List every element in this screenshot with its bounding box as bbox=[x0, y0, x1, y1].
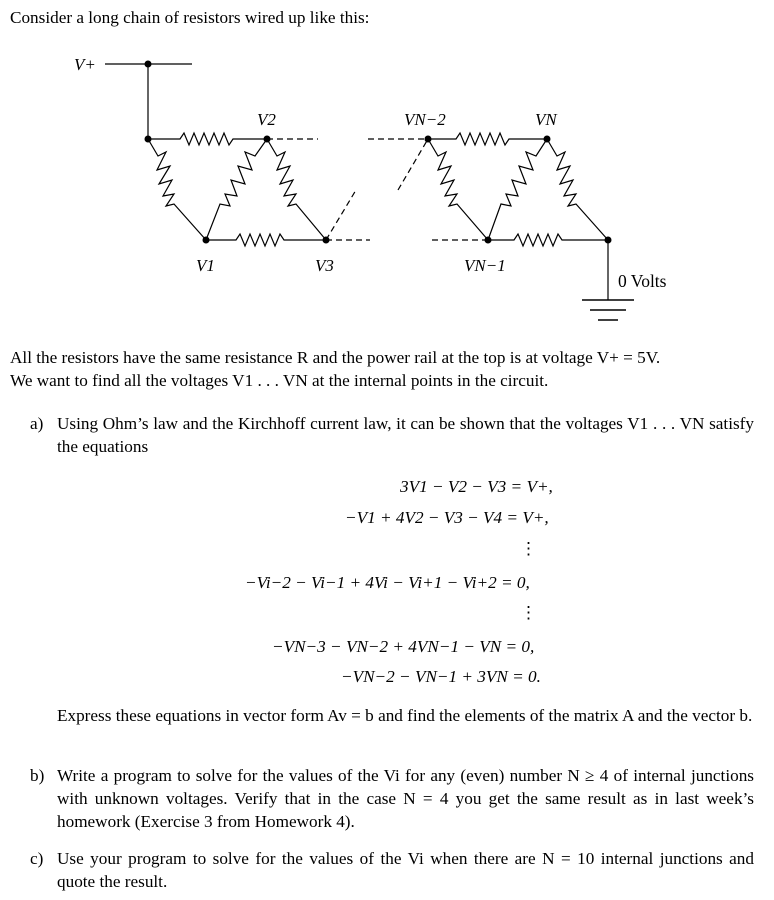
label-vplus: V+ bbox=[74, 55, 96, 74]
label-vn1: VN−1 bbox=[464, 256, 506, 275]
equation-system bbox=[0, 476, 774, 696]
question-c-text: Use your program to solve for the values of the Vi when there are N = 10 internal junctions and quote the result. bbox=[57, 849, 754, 891]
label-v3: V3 bbox=[315, 256, 334, 275]
label-v2: V2 bbox=[257, 110, 276, 129]
resistor-chain-diagram bbox=[0, 50, 774, 340]
question-b-text: Write a program to solve for the values of the Vi for any (even) number N ≥ 4 of internal junctions with unknown voltages. Verify that in the case N = 4 you get the same result as in last week’s homework (Exercise 3 from Homework 4). bbox=[57, 766, 754, 831]
vertical-ellipsis-1: ⋮ bbox=[520, 539, 538, 558]
label-v1: V1 bbox=[196, 256, 215, 275]
question-a-label: a) bbox=[30, 414, 44, 433]
statement-line-2: We want to find all the voltages V1 . . . VN at the internal points in the circuit. bbox=[10, 371, 549, 390]
question-c-label: c) bbox=[30, 849, 44, 868]
equation-n-1: −VN−3 − VN−2 + 4VN−1 − VN = 0, bbox=[272, 637, 535, 656]
label-vn2: VN−2 bbox=[404, 110, 446, 129]
vertical-ellipsis-2: ⋮ bbox=[520, 603, 538, 622]
label-vn: VN bbox=[535, 110, 557, 129]
question-a-outro: Express these equations in vector form Av = b and find the elements of the matrix A and the vector b. bbox=[57, 706, 753, 725]
equation-general: −Vi−2 − Vi−1 + 4Vi − Vi+1 − Vi+2 = 0, bbox=[245, 573, 530, 592]
question-a-intro: Using Ohm’s law and the Kirchhoff current law, it can be shown that the voltages V1 . . . VN satisfy the equations bbox=[57, 414, 754, 456]
statement-line-1: All the resistors have the same resistance R and the power rail at the top is at voltage V+ = 5V. bbox=[10, 348, 661, 367]
intro-text: Consider a long chain of resistors wired up like this: bbox=[10, 8, 370, 27]
equation-n: −VN−2 − VN−1 + 3VN = 0. bbox=[341, 667, 541, 686]
label-zero-volts: 0 Volts bbox=[618, 271, 667, 291]
equation-2: −V1 + 4V2 − V3 − V4 = V+, bbox=[345, 508, 549, 527]
problem-statement bbox=[10, 346, 755, 392]
question-b-label: b) bbox=[30, 766, 45, 785]
equation-1: 3V1 − V2 − V3 = V+, bbox=[400, 477, 553, 496]
